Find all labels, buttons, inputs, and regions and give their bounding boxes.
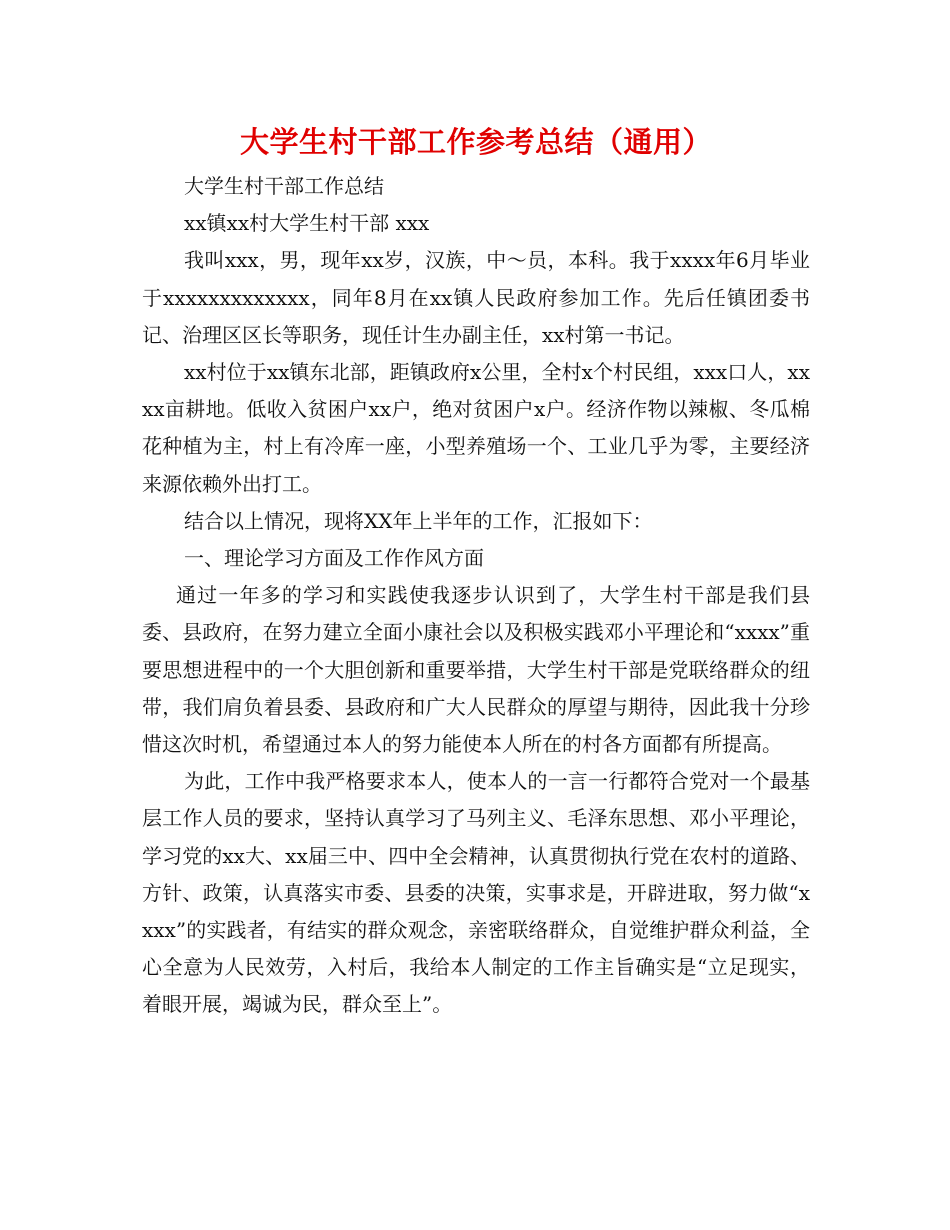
section-heading-1: 一、理论学习方面及工作作风方面 xyxy=(184,546,484,571)
author-line: xx镇xx村大学生村干部 xxx xyxy=(184,211,430,236)
document-page xyxy=(142,120,810,1024)
paragraph-village: xx村位于xx镇东北部，距镇政府x公里，全村x个村民组，xxx口人，xxxx亩耕地。低收入贫困户xx户，绝对贫困户x户。经济作物以辣椒、冬瓜棉花种植为主，村上有冷库一座，小型养殖场一个、工业几乎为零，主要经济来源依赖外出打工。 xyxy=(142,360,810,496)
paragraph-report-lead: 结合以上情况，现将XX年上半年的工作，汇报如下： xyxy=(184,508,653,533)
paragraph-intro: 我叫xxx，男，现年xx岁，汉族，中～员，本科。我于xxxx年6月毕业于xxxxxxxxxxxxx，同年8月在xx镇人民政府参加工作。先后任镇团委书记、治理区区长等职务，现任计生办副主任，xx村第一书记。 xyxy=(142,248,810,347)
paragraph-conduct: 为此，工作中我严格要求本人，使本人的一言一行都符合党对一个最基层工作人员的要求，坚持认真学习了马列主义、毛泽东思想、邓小平理论，学习党的xx大、xx届三中、四中全会精神，认真贯彻执行党在农村的道路、方针、政策，认真落实市委、县委的决策，实事求是，开辟进取，努力做“xxxx”的实践者，有结实的群众观念，亲密联络群众，自觉维护群众利益，全心全意为人民效劳，入村后，我给本人制定的工作主旨确实是“立足现实，着眼开展，竭诚为民，群众至上”。 xyxy=(142,769,810,1017)
document-subtitle: 大学生村干部工作总结 xyxy=(184,174,384,198)
paragraph-study: 通过一年多的学习和实践使我逐步认识到了，大学生村干部是我们县委、县政府，在努力建立全面小康社会以及积极实践邓小平理论和“xxxx”重要思想进程中的一个大胆创新和重要举措，大学生村干部是党联络群众的纽带，我们肩负着县委、县政府和广大人民群众的厚望与期待，因此我十分珍惜这次时机，希望通过本人的努力能使本人所在的村各方面都有所提高。 xyxy=(142,583,810,757)
document-title: 大学生村干部工作参考总结（通用） xyxy=(239,125,712,159)
